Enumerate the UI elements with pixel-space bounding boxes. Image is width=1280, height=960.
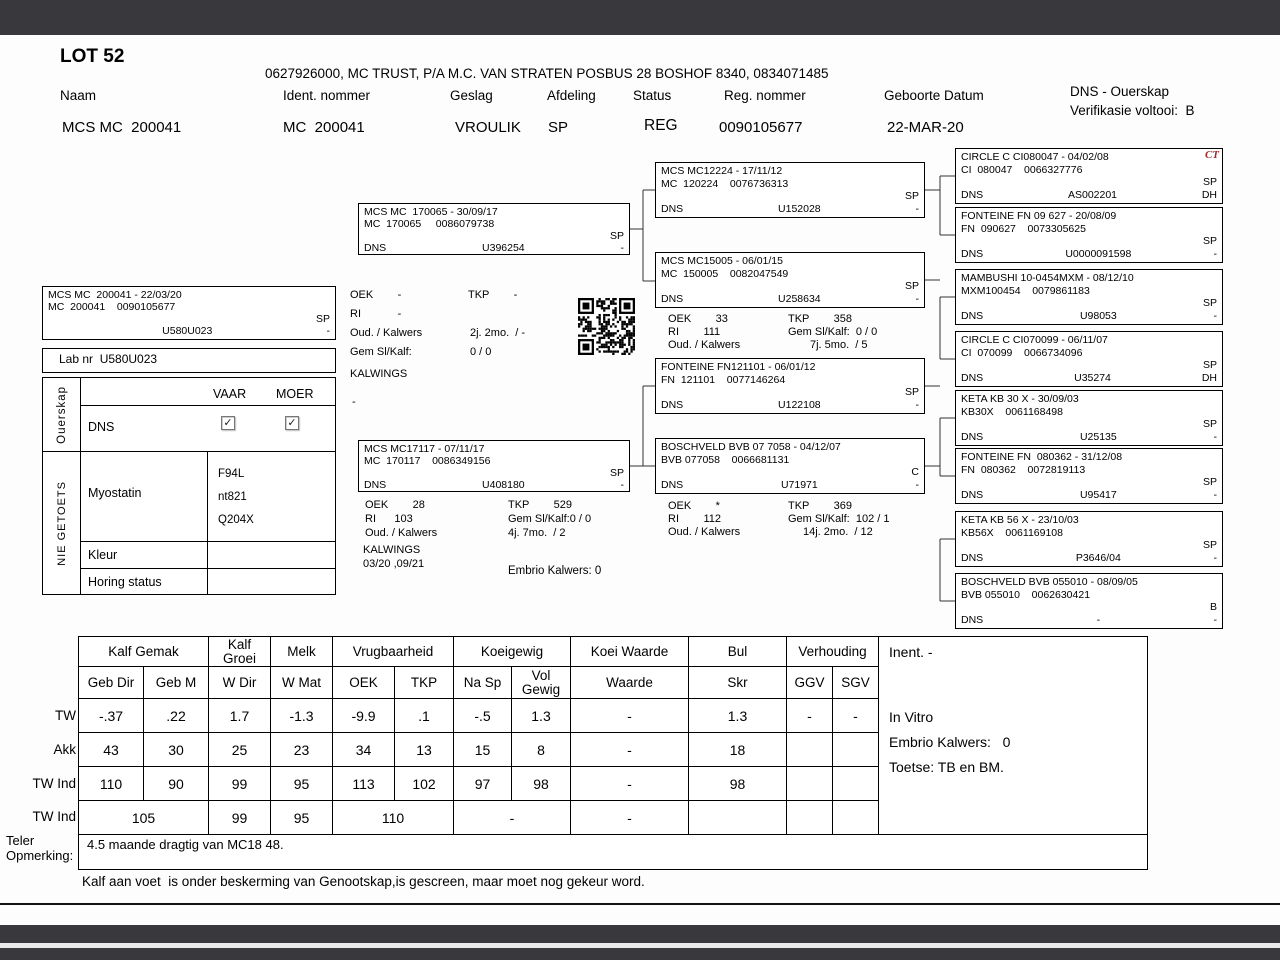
dns-value: U408180 bbox=[482, 479, 525, 491]
ebv-cell bbox=[787, 733, 833, 767]
pedigree-box-ggp-4 bbox=[955, 331, 1223, 387]
ebv-table bbox=[78, 636, 879, 835]
ebv-cell: 95 bbox=[271, 767, 333, 801]
ebv-cell: 110 bbox=[79, 767, 144, 801]
animal-title: CIRCLE C CI070099 - 06/11/07 bbox=[961, 334, 1108, 346]
section-badge: SP bbox=[904, 386, 919, 399]
ebv-sub: Na Sp bbox=[454, 667, 512, 699]
ebv-cell bbox=[689, 801, 787, 835]
animal-id: BVB 055010 0062630421 bbox=[961, 588, 1091, 601]
subject-oek-stat: OEK - bbox=[350, 289, 402, 301]
dam-oud-value: 4j. 7mo. / 2 bbox=[508, 527, 566, 539]
dns-value: U98053 bbox=[1079, 309, 1117, 322]
moer-header: MOER bbox=[276, 387, 314, 401]
animal-title: MCS MC12224 - 17/11/12 bbox=[661, 165, 783, 177]
section-badge: SP bbox=[1202, 539, 1217, 552]
ebv-group-header-row bbox=[79, 637, 879, 667]
ebv-group: Kalf Groei bbox=[209, 637, 271, 667]
pedigree-box-ggp-7 bbox=[955, 511, 1223, 567]
dns-label: DNS bbox=[961, 430, 984, 443]
embrio-kalwers-note: Embrio Kalwers: 0 bbox=[889, 734, 1011, 750]
subject-ri-stat: RI - bbox=[350, 308, 402, 320]
animal-id: CI 080047 0066327776 bbox=[961, 163, 1083, 176]
ebv-sub: Geb M bbox=[144, 667, 209, 699]
ebv-cell: 113 bbox=[333, 767, 395, 801]
ebv-cell: - bbox=[833, 699, 879, 733]
ebv-sub: TKP bbox=[395, 667, 454, 699]
horn-badge: - bbox=[1213, 551, 1217, 564]
dns-line bbox=[961, 489, 1217, 501]
row-label-twind2: TW Ind bbox=[32, 809, 76, 824]
teler-opmerking-box bbox=[78, 834, 1148, 870]
animal-id: MC 200041 0090105677 bbox=[48, 301, 176, 313]
ebv-sub: SGV bbox=[833, 667, 879, 699]
section-badge: B bbox=[1209, 601, 1217, 614]
ebv-cell: -.37 bbox=[79, 699, 144, 733]
section-nie-getoets: NIE GETOETS bbox=[55, 480, 68, 566]
dns-label: DNS bbox=[961, 371, 984, 384]
myostatin-value-2: nt821 bbox=[218, 491, 247, 503]
row-label-twind: TW Ind bbox=[32, 776, 76, 791]
ebv-cell: - bbox=[454, 801, 571, 835]
qr-code bbox=[578, 298, 635, 355]
dns-label: DNS bbox=[364, 242, 387, 254]
dns-value: U35274 bbox=[1074, 371, 1111, 384]
dns-line bbox=[961, 431, 1217, 443]
section-badge: SP bbox=[1202, 297, 1217, 310]
ebv-cell: 1.7 bbox=[209, 699, 271, 733]
ebv-sub: GGV bbox=[787, 667, 833, 699]
dns-line bbox=[961, 248, 1217, 260]
dns-line bbox=[661, 399, 919, 411]
section-badge: SP bbox=[1202, 418, 1217, 431]
col-label-naam: Naam bbox=[60, 88, 97, 103]
section-badge: SP bbox=[315, 313, 330, 325]
gp2-tkp-stat: TKP 358 bbox=[788, 313, 852, 325]
dns-label: DNS bbox=[661, 202, 684, 215]
dam-kalwings-label: KALWINGS bbox=[363, 544, 421, 556]
ebv-cell: 23 bbox=[271, 733, 333, 767]
gp4-gem-stat: Gem Sl/Kalf: 102 / 1 bbox=[788, 513, 890, 525]
myostatin-label: Myostatin bbox=[88, 486, 142, 500]
value-geboorte: 22-MAR-20 bbox=[887, 119, 964, 136]
dns-value: U580U023 bbox=[162, 325, 213, 337]
animal-id: KB30X 0061168498 bbox=[961, 405, 1063, 418]
ebv-cell: 110 bbox=[333, 801, 454, 835]
ebv-group: Vrugbaarheid bbox=[333, 637, 454, 667]
ebv-cell: 18 bbox=[689, 733, 787, 767]
ebv-cell: 102 bbox=[395, 767, 454, 801]
section-ouerskap: Ouerskap bbox=[55, 385, 68, 444]
ebv-group: Melk bbox=[271, 637, 333, 667]
section-badge: C bbox=[911, 466, 919, 479]
col-label-ident: Ident. nommer bbox=[283, 88, 371, 103]
ebv-cell: - bbox=[571, 801, 689, 835]
horn-badge: - bbox=[915, 478, 919, 491]
dns-line bbox=[364, 479, 624, 491]
ebv-cell: - bbox=[571, 733, 689, 767]
animal-id: MC 150005 0082047549 bbox=[661, 267, 789, 280]
section-badge: SP bbox=[609, 230, 624, 242]
ebv-cell bbox=[833, 733, 879, 767]
ebv-sub: Vol Gewig bbox=[512, 667, 571, 699]
ebv-cell: 105 bbox=[79, 801, 209, 835]
subject-kalwings-value: - bbox=[352, 396, 356, 408]
in-vitro-note: In Vitro bbox=[889, 709, 934, 725]
pedigree-box-paternal-grandsire bbox=[655, 162, 925, 218]
col-label-reg: Reg. nommer bbox=[724, 88, 806, 103]
ct-brand-logo: CT bbox=[1204, 149, 1219, 161]
dns-label: DNS bbox=[364, 479, 387, 491]
horn-badge: - bbox=[1213, 430, 1217, 443]
ebv-cell: 1.3 bbox=[689, 699, 787, 733]
dns-value: U258634 bbox=[778, 292, 821, 305]
pedigree-box-ggp-3 bbox=[955, 269, 1223, 325]
ebv-sub: OEK bbox=[333, 667, 395, 699]
animal-id: CI 070099 0066734096 bbox=[961, 346, 1083, 359]
pedigree-box-dam bbox=[358, 440, 630, 492]
animal-title: BOSCHVELD BVB 055010 - 08/09/05 bbox=[961, 576, 1138, 588]
panel-hline-kleur bbox=[80, 541, 336, 542]
ebv-cell: - bbox=[571, 767, 689, 801]
section-badge: SP bbox=[1202, 235, 1217, 248]
breeder-contact-line: 0627926000, MC TRUST, P/A M.C. VAN STRATEN POSBUS 28 BOSHOF 8340, 0834071485 bbox=[265, 66, 829, 81]
section-badge: SP bbox=[609, 467, 624, 479]
ebv-cell: 34 bbox=[333, 733, 395, 767]
dns-label: DNS bbox=[661, 398, 684, 411]
col-label-geslag: Geslag bbox=[450, 88, 493, 103]
ebv-cell: 1.3 bbox=[512, 699, 571, 733]
ebv-cell: 25 bbox=[209, 733, 271, 767]
pedigree-box-ggp-8 bbox=[955, 573, 1223, 629]
opmerking-label: Opmerking: bbox=[6, 848, 74, 863]
section-badge: SP bbox=[1202, 476, 1217, 489]
panel-hline-horing bbox=[80, 568, 336, 569]
ebv-cell bbox=[833, 801, 879, 835]
animal-title: MCS MC 200041 - 22/03/20 bbox=[48, 289, 182, 301]
teler-label: Teler bbox=[6, 833, 35, 848]
ebv-cell: - bbox=[571, 699, 689, 733]
col-label-afdeling: Afdeling bbox=[547, 88, 596, 103]
animal-title: KETA KB 56 X - 23/10/03 bbox=[961, 514, 1079, 526]
bottom-divider-line bbox=[0, 903, 1280, 905]
dam-gem-stat: Gem Sl/Kalf:0 / 0 bbox=[508, 513, 592, 525]
ebv-cell: 95 bbox=[271, 801, 333, 835]
dns-line bbox=[961, 189, 1217, 201]
animal-title: BOSCHVELD BVB 07 7058 - 04/12/07 bbox=[661, 441, 841, 453]
ebv-cell: 13 bbox=[395, 733, 454, 767]
ebv-sub: W Dir bbox=[209, 667, 271, 699]
ebv-cell: .1 bbox=[395, 699, 454, 733]
pedigree-box-ggp-6 bbox=[955, 448, 1223, 504]
dns-value: U122108 bbox=[778, 398, 821, 411]
dns-value: U95417 bbox=[1079, 488, 1117, 501]
dns-line bbox=[961, 310, 1217, 322]
ebv-cell: -.5 bbox=[454, 699, 512, 733]
subject-gem-value: 0 / 0 bbox=[470, 346, 492, 358]
pedigree-box-subject bbox=[42, 286, 336, 340]
section-badge: SP bbox=[904, 190, 919, 203]
toetse-note: Toetse: TB en BM. bbox=[889, 759, 1004, 775]
horn-badge: - bbox=[915, 202, 919, 215]
dns-line bbox=[661, 203, 919, 215]
dns-line bbox=[48, 325, 330, 337]
gp4-oek-stat: OEK * bbox=[668, 500, 720, 512]
horn-badge: - bbox=[620, 242, 624, 254]
bottom-note: Kalf aan voet is onder beskerming van Genootskap,is gescreen, maar moet nog gekeur word. bbox=[82, 874, 645, 889]
ouerskap-panel bbox=[42, 377, 336, 595]
teler-opmerking-text: 4.5 maande dragtig van MC18 48. bbox=[87, 837, 284, 852]
dns-label: DNS bbox=[961, 309, 984, 322]
section-badge: SP bbox=[904, 280, 919, 293]
ebv-row-twind bbox=[79, 767, 879, 801]
inent-title: Inent. - bbox=[889, 644, 933, 660]
animal-id: MC 170117 0086349156 bbox=[364, 455, 491, 467]
dns-line bbox=[661, 479, 919, 491]
ebv-sub: W Mat bbox=[271, 667, 333, 699]
value-naam: MCS MC 200041 bbox=[62, 119, 182, 136]
horn-badge: - bbox=[620, 479, 624, 491]
subject-gem-label: Gem Sl/Kalf: bbox=[350, 346, 412, 358]
ebv-cell bbox=[833, 767, 879, 801]
col-label-geboorte: Geboorte Datum bbox=[884, 88, 984, 103]
horing-status-label: Horing status bbox=[88, 575, 162, 589]
gp2-oek-stat: OEK 33 bbox=[668, 313, 728, 325]
value-reg: 0090105677 bbox=[719, 119, 803, 136]
horn-badge: - bbox=[326, 325, 330, 337]
ebv-cell: -1.3 bbox=[271, 699, 333, 733]
ebv-group: Koei Waarde bbox=[571, 637, 689, 667]
ebv-cell: 98 bbox=[512, 767, 571, 801]
dns-value: U0000091598 bbox=[1065, 247, 1132, 260]
myostatin-value-1: F94L bbox=[218, 468, 245, 480]
section-badge: SP bbox=[1202, 176, 1217, 189]
dns-row-label: DNS bbox=[88, 420, 115, 434]
check-icon: ✓ bbox=[287, 417, 297, 429]
ebv-cell: 99 bbox=[209, 767, 271, 801]
horn-badge: - bbox=[915, 398, 919, 411]
ebv-cell: -9.9 bbox=[333, 699, 395, 733]
dam-kalwings-dates: 03/20 ,09/21 bbox=[363, 558, 425, 570]
gp4-ri-stat: RI 112 bbox=[668, 513, 721, 525]
ebv-cell: - bbox=[787, 699, 833, 733]
animal-title: MCS MC15005 - 06/01/15 bbox=[661, 255, 783, 267]
horn-badge: - bbox=[1213, 247, 1217, 260]
ebv-cell bbox=[787, 767, 833, 801]
page-gap-strip bbox=[0, 943, 1280, 948]
horn-badge: - bbox=[1213, 309, 1217, 322]
ebv-cell: 90 bbox=[144, 767, 209, 801]
animal-title: CIRCLE C CI080047 - 04/02/08 bbox=[961, 151, 1109, 163]
dns-line bbox=[961, 614, 1217, 626]
dns-moer-checkbox bbox=[285, 416, 299, 430]
dam-oud-label: Oud. / Kalwers bbox=[365, 527, 438, 539]
value-afdeling: SP bbox=[548, 119, 569, 136]
dns-label: DNS bbox=[661, 292, 684, 305]
vaar-header: VAAR bbox=[213, 387, 247, 401]
ebv-group: Bul bbox=[689, 637, 787, 667]
gp2-gem-stat: Gem Sl/Kalf: 0 / 0 bbox=[788, 326, 878, 338]
animal-id: KB56X 0061169108 bbox=[961, 526, 1063, 539]
animal-id: MXM100454 0079861183 bbox=[961, 284, 1090, 297]
animal-id: FN 090627 0073305625 bbox=[961, 222, 1086, 235]
value-status: REG bbox=[644, 117, 678, 134]
ebv-row-akk bbox=[79, 733, 879, 767]
ebv-cell: 43 bbox=[79, 733, 144, 767]
gp2-oud-label: Oud. / Kalwers bbox=[668, 339, 741, 351]
dam-embrio-stat: Embrio Kalwers: 0 bbox=[508, 565, 602, 577]
animal-title: MAMBUSHI 10-0454MXM - 08/12/10 bbox=[961, 272, 1134, 284]
ebv-cell: 97 bbox=[454, 767, 512, 801]
col-label-status: Status bbox=[633, 88, 672, 103]
animal-id: MC 120224 0076736313 bbox=[661, 177, 789, 190]
dns-label: DNS bbox=[961, 188, 984, 201]
ebv-sub: Geb Dir bbox=[79, 667, 144, 699]
row-label-tw: TW bbox=[55, 708, 76, 723]
row-label-akk: Akk bbox=[53, 742, 76, 757]
lab-nr-box bbox=[42, 348, 336, 373]
ebv-group: Koeigewig bbox=[454, 637, 571, 667]
dam-oek-stat: OEK 28 bbox=[365, 499, 425, 511]
gp4-tkp-stat: TKP 369 bbox=[788, 500, 852, 512]
dns-label: DNS bbox=[961, 488, 984, 501]
ebv-sub: Skr bbox=[689, 667, 787, 699]
animal-title: MCS MC 170065 - 30/09/17 bbox=[364, 206, 498, 218]
dns-value: U25135 bbox=[1079, 430, 1117, 443]
pedigree-box-maternal-granddam bbox=[655, 438, 925, 494]
dns-vaar-checkbox bbox=[221, 416, 235, 430]
pedigree-box-paternal-granddam bbox=[655, 252, 925, 308]
value-geslag: VROULIK bbox=[455, 119, 521, 136]
pedigree-box-ggp-1 bbox=[955, 148, 1223, 204]
viewer-top-bar bbox=[0, 0, 1280, 35]
dns-line bbox=[661, 293, 919, 305]
dns-label: DNS bbox=[961, 613, 984, 626]
ebv-group: Kalf Gemak bbox=[79, 637, 209, 667]
dns-value: U396254 bbox=[482, 242, 525, 254]
subject-kalwings-label: KALWINGS bbox=[350, 368, 408, 380]
animal-id: FN 080362 0072819113 bbox=[961, 463, 1086, 476]
pedigree-box-maternal-grandsire bbox=[655, 358, 925, 414]
dns-line bbox=[364, 242, 624, 254]
animal-title: MCS MC17117 - 07/11/17 bbox=[364, 443, 485, 455]
subject-oud-value: 2j. 2mo. / - bbox=[470, 327, 526, 339]
check-icon: ✓ bbox=[223, 417, 233, 429]
ebv-cell: 15 bbox=[454, 733, 512, 767]
dns-label: DNS bbox=[961, 551, 984, 564]
lot-title: LOT 52 bbox=[60, 46, 125, 67]
horn-badge: DH bbox=[1201, 188, 1217, 201]
dns-label: DNS bbox=[661, 478, 684, 491]
pedigree-box-ggp-2 bbox=[955, 207, 1223, 263]
dns-value: P3646/04 bbox=[1075, 551, 1121, 564]
panel-hline-section bbox=[42, 451, 336, 452]
dns-line bbox=[961, 552, 1217, 564]
animal-title: KETA KB 30 X - 30/09/03 bbox=[961, 393, 1079, 405]
animal-id: MC 170065 0086079738 bbox=[364, 218, 495, 230]
panel-hline-header bbox=[80, 405, 336, 406]
dns-value: - bbox=[1096, 613, 1101, 626]
ebv-cell: 98 bbox=[689, 767, 787, 801]
dns-value: U152028 bbox=[778, 202, 821, 215]
kleur-label: Kleur bbox=[88, 548, 118, 562]
lab-nr: Lab nr U580U023 bbox=[59, 352, 158, 366]
verifikasie-status: Verifikasie voltooi: B bbox=[1070, 103, 1195, 118]
subject-tkp-stat: TKP - bbox=[468, 289, 518, 301]
dns-line bbox=[961, 372, 1217, 384]
ebv-group: Verhouding bbox=[787, 637, 879, 667]
gp2-ri-stat: RI 111 bbox=[668, 326, 721, 338]
ebv-cell: .22 bbox=[144, 699, 209, 733]
ebv-cell: 99 bbox=[209, 801, 271, 835]
ebv-cell: 30 bbox=[144, 733, 209, 767]
col-label-dns-ouerskap: DNS - Ouerskap bbox=[1070, 84, 1170, 99]
dns-value: U71971 bbox=[780, 478, 818, 491]
animal-title: FONTEINE FN 080362 - 31/12/08 bbox=[961, 451, 1123, 463]
horn-badge: DH bbox=[1201, 371, 1217, 384]
dns-label: DNS bbox=[961, 247, 984, 260]
pedigree-box-sire bbox=[358, 203, 630, 255]
myostatin-value-3: Q204X bbox=[218, 514, 254, 526]
ebv-row-tw bbox=[79, 699, 879, 733]
dam-tkp-stat: TKP 529 bbox=[508, 499, 572, 511]
ebv-row-twind-group bbox=[79, 801, 879, 835]
gp4-oud-value: 14j. 2mo. / 12 bbox=[803, 526, 873, 538]
subject-oud-label: Oud. / Kalwers bbox=[350, 327, 423, 339]
pedigree-box-ggp-5 bbox=[955, 390, 1223, 446]
horn-badge: - bbox=[1213, 488, 1217, 501]
panel-vline bbox=[80, 377, 81, 595]
horn-badge: - bbox=[915, 292, 919, 305]
ebv-sub-header-row bbox=[79, 667, 879, 699]
animal-title: FONTEINE FN121101 - 06/01/12 bbox=[661, 361, 816, 373]
animal-id: FN 121101 0077146264 bbox=[661, 373, 786, 386]
gp2-oud-value: 7j. 5mo. / 5 bbox=[810, 339, 868, 351]
animal-title: FONTEINE FN 09 627 - 20/08/09 bbox=[961, 210, 1117, 222]
dam-ri-stat: RI 103 bbox=[365, 513, 413, 525]
animal-id: BVB 077058 0066681131 bbox=[661, 453, 790, 466]
horn-badge: - bbox=[1213, 613, 1217, 626]
dns-value: AS002201 bbox=[1067, 188, 1118, 201]
value-ident: MC 200041 bbox=[283, 119, 365, 136]
gp4-oud-label: Oud. / Kalwers bbox=[668, 526, 741, 538]
ebv-cell bbox=[787, 801, 833, 835]
section-badge: SP bbox=[1202, 359, 1217, 372]
ebv-cell: 8 bbox=[512, 733, 571, 767]
panel-vline-values bbox=[207, 451, 208, 595]
ebv-sub: Waarde bbox=[571, 667, 689, 699]
